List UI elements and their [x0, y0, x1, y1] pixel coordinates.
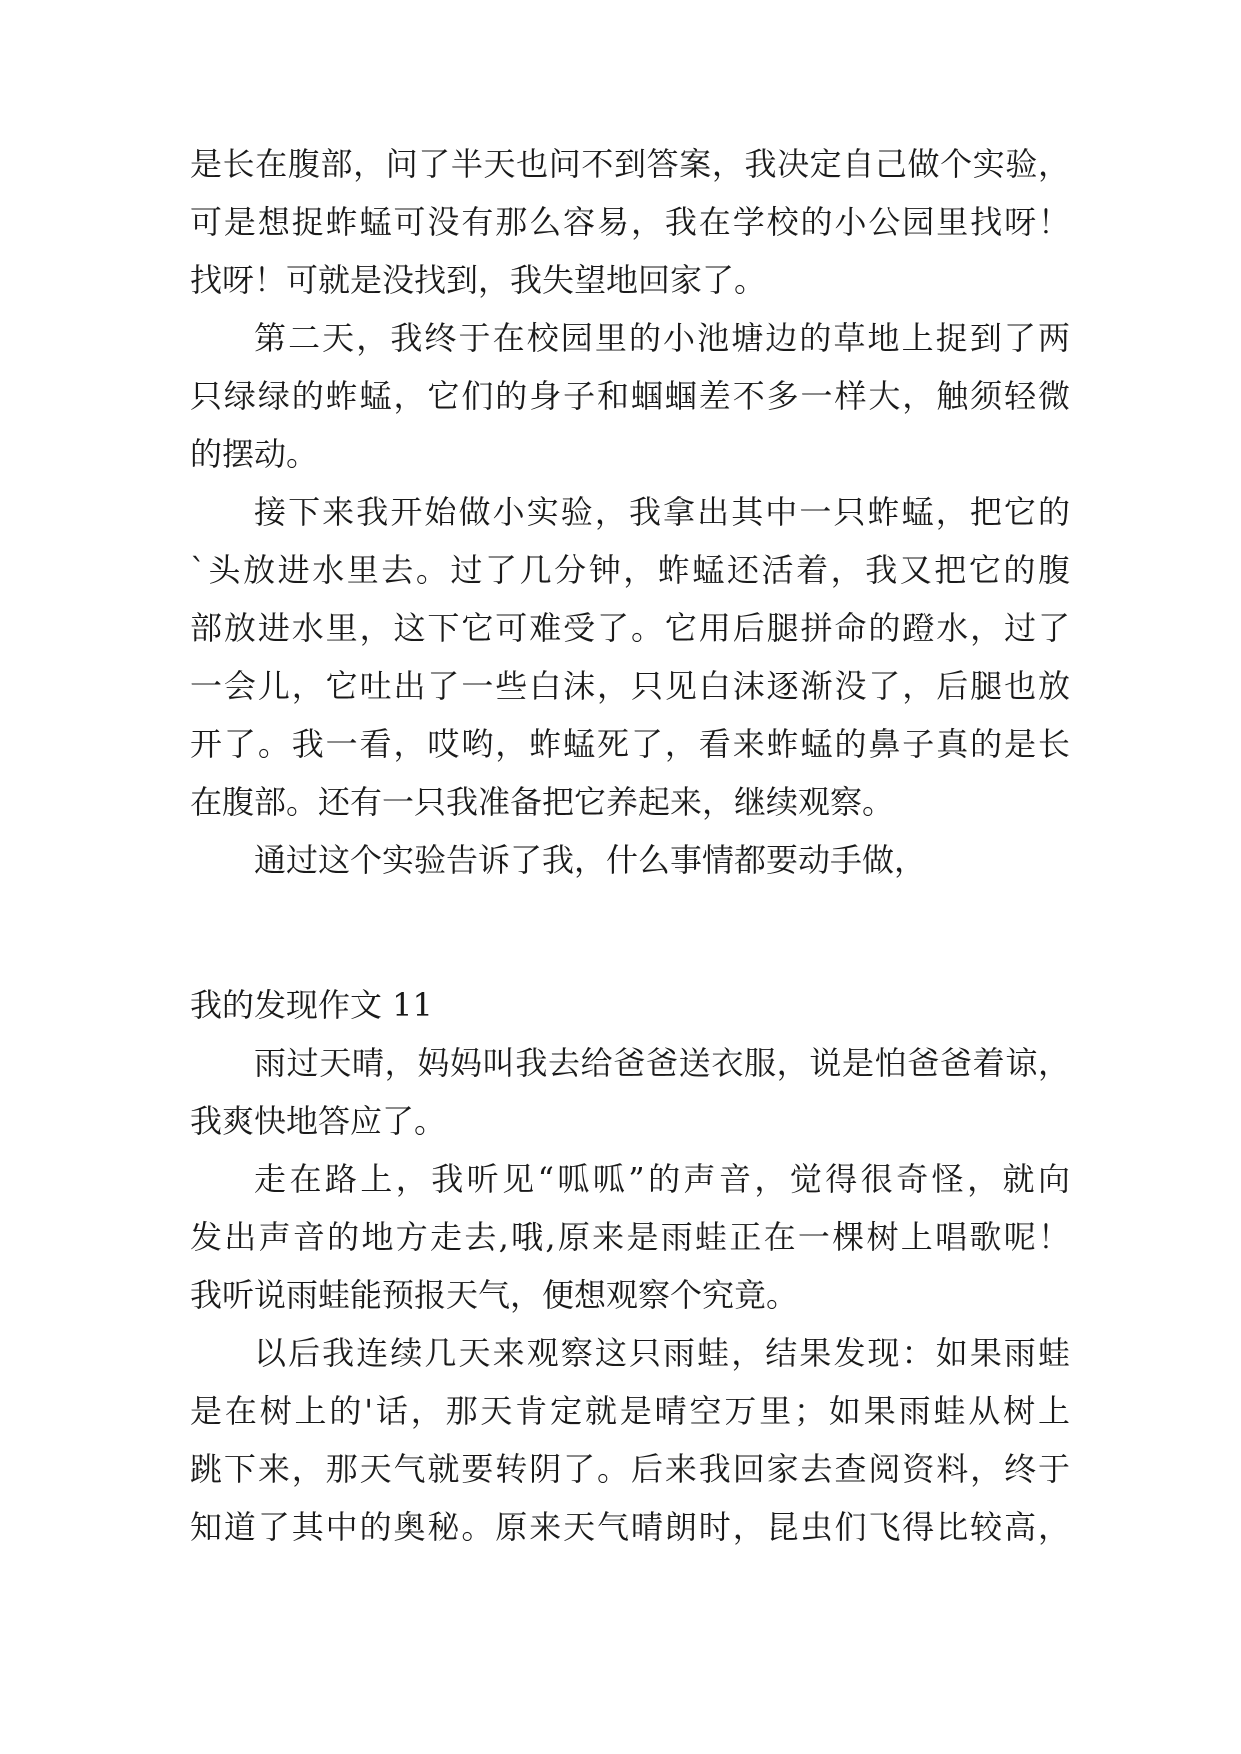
section-1-text	[190, 135, 1070, 889]
paragraph-line: 我听说雨蛙能预报天气，便想观察个究竟。	[190, 1276, 799, 1314]
paragraph-line: 部放进水里，这下它可难受了。它用后腿拼命的蹬水，过了	[190, 609, 1070, 647]
paragraph-line: `头放进水里去。过了几分钟，蚱蜢还活着，我又把它的腹	[190, 551, 1070, 589]
paragraph-line: 找呀！可就是没找到，我失望地回家了。	[190, 261, 767, 299]
paragraph-line: 发出声音的地方走去,哦,原来是雨蛙正在一棵树上唱歌呢！	[190, 1218, 1070, 1256]
section-2-text	[190, 1034, 1070, 1556]
paragraph-line: 开了。我一看，哎哟，蚱蜢死了，看来蚱蜢的鼻子真的是长	[190, 725, 1070, 763]
paragraph-line: 我爽快地答应了。	[190, 1102, 447, 1140]
paragraph-line: 只绿绿的蚱蜢，它们的身子和蝈蝈差不多一样大，触须轻微	[190, 377, 1070, 415]
paragraph-line: 的摆动。	[190, 435, 319, 473]
paragraph-line: 接下来我开始做小实验，我拿出其中一只蚱蜢，把它的	[254, 493, 1070, 531]
paragraph-line: 是在树上的'话，那天肯定就是晴空万里；如果雨蛙从树上	[190, 1392, 1070, 1430]
paragraph-line: 通过这个实验告诉了我，什么事情都要动手做，	[254, 841, 927, 879]
essay-title: 我的发现作文 11	[190, 986, 433, 1024]
paragraph-line: 在腹部。还有一只我准备把它养起来，继续观察。	[190, 783, 895, 821]
paragraph-line: 以后我连续几天来观察这只雨蛙，结果发现：如果雨蛙	[254, 1334, 1070, 1372]
paragraph-line: 跳下来，那天气就要转阴了。后来我回家去查阅资料，终于	[190, 1450, 1070, 1488]
paragraph-line: 知道了其中的奥秘。原来天气晴朗时，昆虫们飞得比较高，	[190, 1508, 1070, 1546]
paragraph-line: 雨过天晴，妈妈叫我去给爸爸送衣服，说是怕爸爸着谅，	[254, 1044, 1070, 1082]
paragraph-line: 一会儿，它吐出了一些白沫，只见白沫逐渐没了，后腿也放	[190, 667, 1070, 705]
paragraph-line: 第二天，我终于在校园里的小池塘边的草地上捉到了两	[254, 319, 1070, 357]
paragraph-line: 走在路上，我听见“呱呱”的声音，觉得很奇怪，就向	[254, 1160, 1070, 1198]
paragraph-line: 是长在腹部，问了半天也问不到答案，我决定自己做个实验，	[190, 145, 1070, 183]
paragraph-line: 可是想捉蚱蜢可没有那么容易，我在学校的小公园里找呀！	[190, 203, 1070, 241]
